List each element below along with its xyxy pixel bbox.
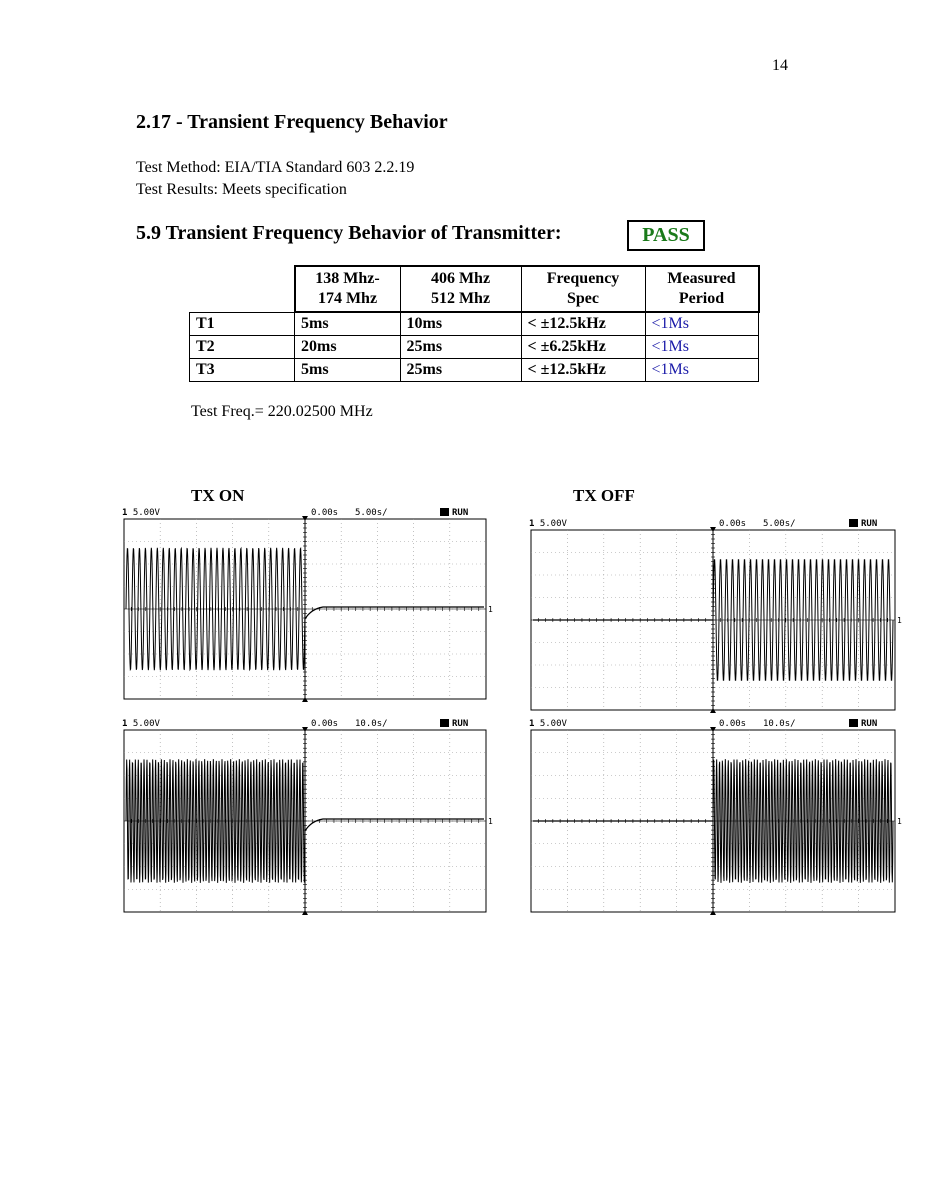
band2-value: 25ms [400,336,521,359]
test-method-line: Test Method: EIA/TIA Standard 603 2.2.19 [136,159,415,176]
band2-value: 25ms [400,359,521,382]
time-offset-label: 0.00s [311,508,339,518]
measured-value: <1Ms [645,312,759,336]
scope-tx-off-top [527,516,905,714]
spec-value: < ±6.25kHz [521,336,645,359]
header-measured-period [645,266,759,312]
time-offset-label: 0.00s [719,719,747,729]
channel-scale-label [122,719,161,729]
channel-scale-value: 5.00V [132,508,160,518]
page-number: 14 [772,57,788,74]
channel-scale-label [529,719,568,729]
band1-value: 5ms [295,312,401,336]
header-line: Spec [567,290,599,307]
channel-number: 1 [122,719,133,729]
header-line: 138 Mhz- [315,270,380,287]
spec-table-header-row [190,266,759,312]
time-div-label [763,519,796,529]
test-frequency: Test Freq.= 220.02500 MHz [191,403,373,420]
channel-scale-label [122,508,161,518]
channel-scale-value: 5.00V [539,719,567,729]
time-div-value: 10.0 [763,719,785,729]
time-div-label [355,508,388,518]
run-status: RUN [861,719,878,729]
time-div-unit: s/ [784,719,796,729]
time-div-value: 10.0 [355,719,377,729]
channel-scale-value: 5.00V [132,719,160,729]
header-line: Period [678,290,725,307]
time-offset-label: 0.00s [311,719,339,729]
spec-value: < ±12.5kHz [521,312,645,336]
channel-ground-marker: 1 [488,817,493,826]
table-row [190,359,759,382]
spec-value: < ±12.5kHz [521,359,645,382]
table-row [190,312,759,336]
band1-value: 20ms [295,336,401,359]
header-band-406-512 [400,266,521,312]
time-div-unit: s/ [784,519,796,529]
run-status: RUN [452,719,469,729]
channel-scale-label [529,519,568,529]
header-line: 174 Mhz [317,290,378,307]
band2-value: 10ms [400,312,521,336]
row-label: T3 [190,359,295,382]
header-line: Frequency [546,270,620,287]
channel-number: 1 [529,519,540,529]
measured-value: <1Ms [645,336,759,359]
time-div-label [763,719,796,729]
row-label: T2 [190,336,295,359]
time-div-value: 5.00 [763,519,785,529]
channel-scale-value: 5.00V [539,519,567,529]
row-label: T1 [190,312,295,336]
header-band-138-174 [295,266,401,312]
scope-tx-on-top [120,505,496,703]
channel-number: 1 [529,719,540,729]
header-line: Measured [667,270,736,287]
run-status: RUN [452,508,469,518]
channel-ground-marker: 1 [897,817,902,826]
time-div-unit: s/ [376,508,388,518]
test-results-line: Test Results: Meets specification [136,181,347,198]
channel-ground-marker: 1 [897,616,902,625]
trigger-icon [440,508,449,516]
time-div-value: 5.00 [355,508,377,518]
trigger-icon [849,719,858,727]
run-status: RUN [861,519,878,529]
measured-value: <1Ms [645,359,759,382]
trigger-icon [440,719,449,727]
pass-badge: PASS [627,220,705,251]
time-div-label [355,719,388,729]
subsection-heading: 5.9 Transient Frequency Behavior of Transmitter: [136,222,562,244]
header-line: 406 Mhz [430,270,491,287]
spec-table [189,265,760,382]
time-div-unit: s/ [376,719,388,729]
scope-tx-on-bottom [120,716,496,916]
tx-off-title: TX OFF [573,486,635,505]
tx-on-title: TX ON [191,486,245,505]
channel-ground-marker: 1 [488,605,493,614]
header-frequency-spec [521,266,645,312]
section-heading: 2.17 - Transient Frequency Behavior [136,111,448,133]
header-line: 512 Mhz [430,290,491,307]
scope-tx-off-bottom [527,716,905,916]
table-row [190,336,759,359]
spec-table-corner [190,266,295,312]
channel-number: 1 [122,508,133,518]
band1-value: 5ms [295,359,401,382]
trigger-icon [849,519,858,527]
time-offset-label: 0.00s [719,519,747,529]
